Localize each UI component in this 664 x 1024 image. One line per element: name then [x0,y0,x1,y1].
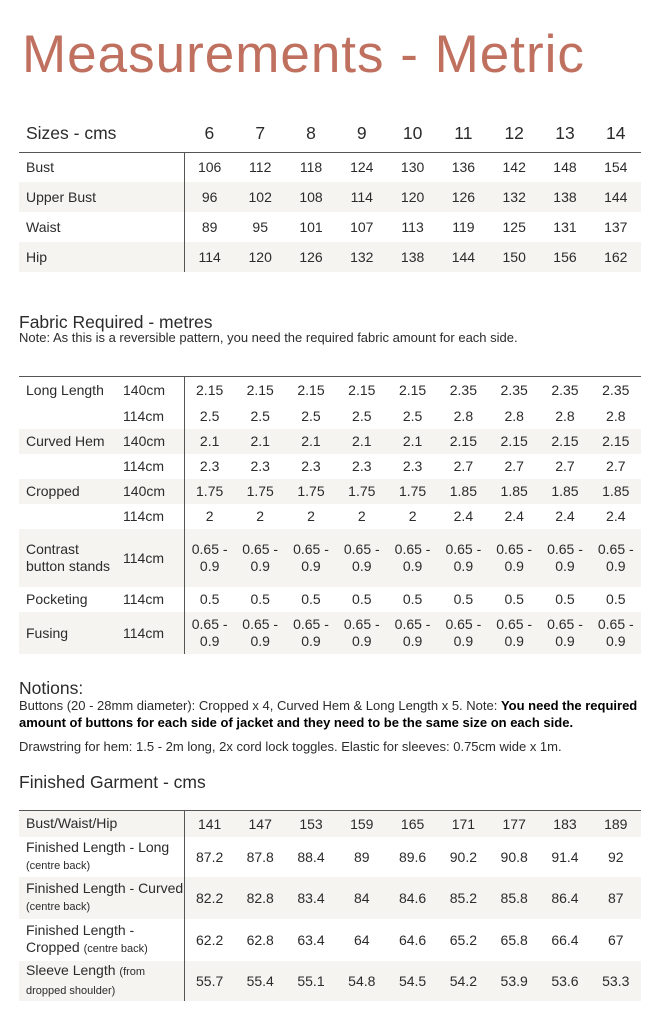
cell-value: 54.2 [438,961,489,1001]
finished-title: Finished Garment - cms [19,772,206,792]
cell-value: 147 [235,811,286,837]
cell-value: 89.6 [398,848,427,865]
size-header: 6 [204,122,215,143]
fabric-width: 114cm [116,612,184,654]
cell-value: 138 [540,182,591,212]
cell-value: 2.4 [453,508,474,524]
cell-value: 0.65 - 0.9 [184,612,235,654]
row-label-text: Sleeve Length [26,961,116,978]
row-label: Long Length [26,382,104,399]
cell-value: 85.8 [489,877,540,919]
cell-value: 2 [256,508,265,524]
row-label: Curved Hem [19,429,116,454]
cell-value: 2.3 [352,458,372,474]
drawstring-note: Drawstring for hem: 1.5 - 2m long, 2x cord lock toggles. Elastic for sleeves: 0.75cm wide x 1m. [19,739,562,754]
cell-value: 2.5 [301,408,321,424]
cell-value: 126 [438,182,489,212]
fabric-width: 114cm [116,529,184,587]
cell-value: 82.2 [184,877,235,919]
cell-value: 106 [197,159,222,176]
cell-value: 65.8 [500,931,528,948]
cell-value: 2.5 [352,408,372,424]
row-label: Fusing [19,612,116,654]
cell-value: 141 [184,811,235,837]
cell-value: 177 [489,811,540,837]
cell-value: 2.1 [286,429,337,454]
table-row [19,377,641,404]
cell-value: 130 [400,159,425,176]
fabric-width: 114cm [116,504,184,529]
cell-value: 0.65 - 0.9 [336,529,387,587]
cell-value: 66.4 [551,931,579,948]
cell-value: 2.5 [199,408,220,424]
row-label [19,877,184,919]
cell-value: 153 [286,811,337,837]
row-label: Hip [19,242,184,272]
sizes-header-label: Sizes - cms [26,122,117,143]
cell-value: 0.65 - 0.9 [387,529,438,587]
cell-value: 1.75 [336,479,387,504]
row-label-note: (centre back) [83,942,148,955]
cell-value: 2.15 [540,429,591,454]
size-header: 12 [504,122,524,143]
cell-value: 62.2 [196,931,224,948]
cell-value: 0.65 - 0.9 [235,529,286,587]
buttons-highlight: You need the required amount of buttons for each side of jacket and they need to be the same size on each side. [19,698,638,730]
cell-value: 0.65 - 0.9 [540,529,591,587]
cell-value: 2.15 [196,382,224,399]
cell-value: 0.5 [555,591,575,607]
table-row [19,504,641,529]
cell-value: 126 [286,242,337,272]
row-label [19,811,184,837]
cell-value: 83.4 [286,877,337,919]
cell-value: 2.8 [504,408,524,424]
cell-value: 85.2 [438,877,489,919]
table-row [19,612,641,654]
cell-value: 107 [350,219,374,235]
cell-value: 0.65 - 0.9 [438,612,489,654]
cell-value: 0.65 - 0.9 [590,612,641,654]
fabric-width: 114cm [116,404,184,429]
fabric-width: 140cm [116,429,184,454]
cell-value: 92 [607,848,624,865]
cell-value: 0.65 - 0.9 [336,612,387,654]
cell-value: 150 [489,242,540,272]
cell-value: 55.4 [235,961,286,1001]
cell-value: 2.7 [453,458,474,474]
buttons-note [19,697,649,731]
cell-value: 0.65 - 0.9 [184,529,235,587]
cell-value: 165 [387,811,438,837]
size-header: 9 [356,122,367,143]
cell-value: 159 [336,811,387,837]
cell-value: 102 [235,182,286,212]
cell-value: 0.5 [606,591,626,607]
cell-value: 2.8 [606,408,626,424]
cell-value: 0.5 [504,591,524,607]
fabric-width: 140cm [116,479,184,504]
cell-value: 55.1 [286,961,337,1001]
table-row [19,454,641,479]
row-label: Pocketing [26,591,88,607]
cell-value: 118 [299,159,323,176]
cell-value: 54.5 [387,961,438,1001]
cell-value: 0.65 - 0.9 [540,612,591,654]
row-label [19,919,184,961]
cell-value: 62.8 [246,931,274,948]
row-label [19,837,184,877]
cell-value: 1.85 [590,479,641,504]
table-row [19,404,641,429]
cell-value: 53.3 [590,961,641,1001]
cell-value: 91.4 [551,848,579,865]
size-header: 10 [402,122,423,143]
size-header: 11 [454,122,473,143]
cell-value: 2 [307,508,315,524]
cell-value: 2.3 [250,458,270,474]
cell-value: 113 [401,219,424,235]
row-label [19,454,116,479]
cell-value: 2.4 [606,508,626,524]
cell-value: 2.15 [438,429,489,454]
cell-value: 2.35 [551,382,579,399]
cell-value: 162 [590,242,641,272]
cell-value: 2.15 [590,429,641,454]
cell-value: 101 [299,219,323,235]
cell-value: 0.5 [402,591,423,607]
cell-value: 132 [336,242,387,272]
cell-value: 0.5 [453,591,474,607]
row-label: Upper Bust [19,182,184,212]
row-label-text: Bust/Waist/Hip [26,815,118,832]
cell-value: 0.65 - 0.9 [387,612,438,654]
table-row [19,479,641,504]
cell-value: 171 [438,811,489,837]
cell-value: 2.3 [199,458,220,474]
fabric-title: Fabric Required - metres [19,312,213,332]
cell-value: 63.4 [297,931,325,948]
cell-value: 0.65 - 0.9 [235,612,286,654]
cell-value: 1.85 [489,479,540,504]
row-label-text: Finished Length - Curved [26,879,184,896]
buttons-text: Buttons (20 - 28mm diameter): Cropped x 4, Curved Hem & Long Length x 5. Note: [19,698,501,713]
fabric-width: 140cm [116,377,184,404]
table-row [19,837,641,877]
cell-value: 65.2 [449,931,477,948]
cell-value: 2.5 [250,408,270,424]
row-label-note: (centre back) [26,900,91,913]
cell-value: 0.65 - 0.9 [590,529,641,587]
cell-value: 2.35 [602,382,630,399]
cell-value: 2.15 [489,429,540,454]
cell-value: 2.1 [235,429,286,454]
cell-value: 114 [184,242,235,272]
cell-value: 112 [249,159,272,176]
cell-value: 2.1 [387,429,438,454]
cell-value: 1.85 [540,479,591,504]
cell-value: 2.15 [297,382,325,399]
cell-value: 138 [387,242,438,272]
size-header: 8 [306,122,316,143]
cell-value: 1.85 [438,479,489,504]
cell-value: 0.65 - 0.9 [438,529,489,587]
cell-value: 144 [590,182,641,212]
row-label: Contrast button stands [19,529,116,587]
page-title: Measurements - Metric [22,25,585,84]
table-row [19,242,641,272]
cell-value: 2.7 [606,458,626,474]
cell-value: 87.2 [196,848,224,865]
cell-value: 0.65 - 0.9 [286,529,337,587]
cell-value: 108 [286,182,337,212]
cell-value: 1.75 [235,479,286,504]
cell-value: 2 [408,508,417,524]
row-label-text: Finished Length - Cropped [26,921,135,955]
cell-value: 90.8 [500,848,528,865]
cell-value: 1.75 [286,479,337,504]
table-row [19,877,641,919]
cell-value: 90.2 [449,848,477,865]
cell-value: 142 [502,159,526,176]
cell-value: 0.65 - 0.9 [489,612,540,654]
sizes-table [19,115,641,272]
cell-value: 2 [357,508,366,524]
cell-value: 124 [350,159,374,176]
cell-value: 125 [502,219,526,235]
fabric-note: Note: As this is a reversible pattern, you need the required fabric amount for each side. [19,330,518,345]
cell-value: 89 [201,219,218,235]
cell-value: 0.5 [199,591,220,607]
cell-value: 88.4 [297,848,325,865]
cell-value: 2.3 [301,458,321,474]
cell-value: 1.75 [184,479,235,504]
cell-value: 1.75 [387,479,438,504]
cell-value: 119 [452,219,475,235]
cell-value: 2 [205,508,214,524]
cell-value: 96 [184,182,235,212]
cell-value: 2.1 [184,429,235,454]
table-row [19,587,641,612]
cell-value: 183 [540,811,591,837]
table-row [19,152,641,182]
cell-value: 120 [235,242,286,272]
cell-value: 148 [553,159,577,176]
cell-value: 82.8 [235,877,286,919]
cell-value: 2.35 [449,382,477,399]
cell-value: 87 [590,877,641,919]
table-row [19,429,641,454]
cell-value: 2.15 [246,382,274,399]
cell-value: 0.5 [352,591,372,607]
size-header: 14 [606,122,626,143]
cell-value: 154 [604,159,628,176]
table-row [19,919,641,961]
fabric-table [19,376,641,654]
row-label-note: (centre back) [26,859,91,872]
fabric-width: 114cm [116,454,184,479]
row-label: Waist [19,212,184,242]
row-label-text: Finished Length - Long [26,838,170,855]
fabric-width: 114cm [116,587,184,612]
table-row [19,811,641,837]
cell-value: 131 [553,219,577,235]
cell-value: 136 [451,159,476,176]
cell-value: 2.7 [555,458,575,474]
cell-value: 89 [354,848,370,865]
cell-value: 87.8 [246,848,274,865]
cell-value: 53.6 [540,961,591,1001]
cell-value: 86.4 [540,877,591,919]
cell-value: 54.8 [336,961,387,1001]
cell-value: 120 [387,182,438,212]
table-row [19,182,641,212]
cell-value: 64.6 [398,931,427,948]
cell-value: 0.5 [301,591,321,607]
cell-value: 67 [607,931,624,948]
cell-value: 114 [336,182,387,212]
cell-value: 2.15 [398,382,427,399]
cell-value: 2.4 [555,508,575,524]
cell-value: 2.8 [555,408,575,424]
cell-value: 137 [604,219,628,235]
row-label [19,961,184,1001]
finished-table [19,810,641,1001]
cell-value: 189 [590,811,641,837]
cell-value: 2.8 [453,408,474,424]
cell-value: 144 [438,242,489,272]
cell-value: 84 [336,877,387,919]
cell-value: 0.65 - 0.9 [286,612,337,654]
cell-value: 2.7 [504,458,524,474]
cell-value: 2.15 [348,382,376,399]
cell-value: 132 [489,182,540,212]
cell-value: 2.3 [402,458,423,474]
row-label: Cropped [19,479,116,504]
table-row [19,212,641,242]
cell-value: 53.9 [489,961,540,1001]
cell-value: 2.1 [336,429,387,454]
cell-value: 64 [354,931,370,948]
cell-value: 55.7 [184,961,235,1001]
notions-title: Notions: [19,678,84,698]
cell-value: 2.35 [500,382,528,399]
cell-value: 156 [540,242,591,272]
cell-value: 95 [252,219,268,235]
cell-value: 2.5 [402,408,423,424]
row-label: Bust [19,152,184,182]
size-header: 13 [555,122,575,143]
table-row [19,961,641,1001]
size-header: 7 [255,122,266,143]
cell-value: 84.6 [387,877,438,919]
row-label [19,504,116,529]
cell-value: 2.4 [504,508,524,524]
row-label-note: (from dropped shoulder) [26,965,146,997]
row-label [19,404,116,429]
cell-value: 0.65 - 0.9 [489,529,540,587]
cell-value: 0.5 [250,591,270,607]
table-row [19,529,641,587]
